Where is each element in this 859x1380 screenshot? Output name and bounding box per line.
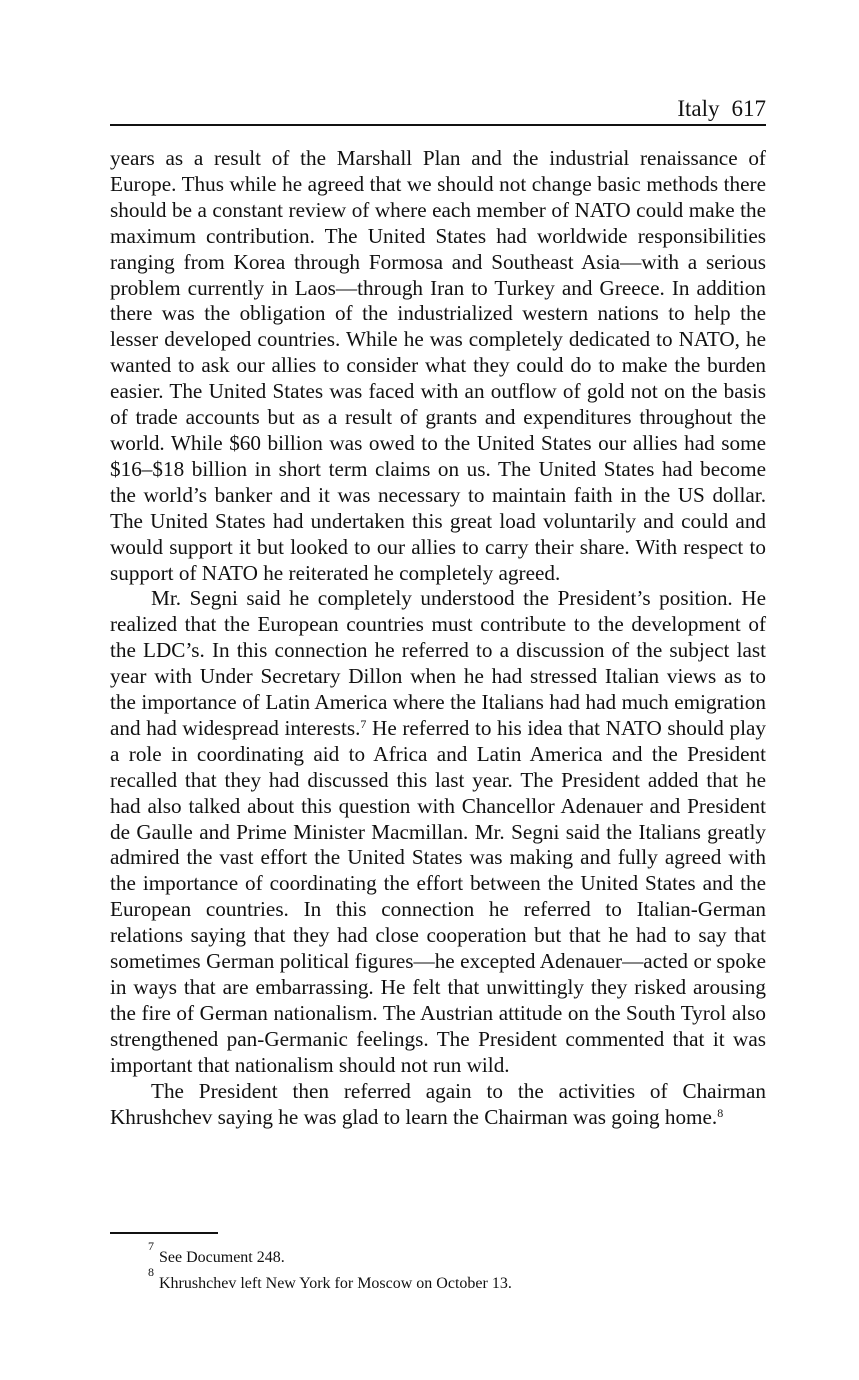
footnote-rule [110, 1232, 218, 1234]
footnotes [148, 1239, 768, 1295]
footnote-text: Khrushchev left New York for Moscow on October 13. [159, 1275, 512, 1292]
paragraph-2-part-2: He referred to his idea that NATO should play a role in coordinating aid to Africa and Latin America and the President recalled that they had discussed this last year. The President added that he had also talked about this question with Chancellor Adenauer and President de Gaulle and Prime Minister Macmillan. Mr. Segni said the Italians greatly admired the vast effort the United States was making and fully agreed with the importance of coordinating the effort between the United States and the European countries. In this connection he referred to Italian-German relations saying that they had close cooperation but that he had to say that sometimes German political figures—he excepted Adenauer—acted or spoke in ways that are embarrassing. He felt that unwittingly they risked arousing the fire of German nationalism. The Austrian attitude on the South Tyrol also strengthened pan-Germanic feelings. The President commented that it was important that nationalism should not run wild. [110, 715, 766, 1077]
paragraph-3 [110, 1079, 766, 1131]
footnote-number: 8 [148, 1265, 154, 1279]
paragraph-2-part-1: Mr. Segni said he completely understood the President’s position. He realized that the European countries must contribute to the development of the LDC’s. In this connection he referred to a discussion of the subject last year with Under Secretary Dillon when he had stressed Italian views as to the importance of Latin America where the Italians had had much emigration and had widespread interests. [110, 586, 766, 740]
header-section-title: Italy [677, 96, 720, 121]
footnote-ref-7: 7 [360, 716, 367, 731]
footnote-ref-8: 8 [717, 1105, 724, 1120]
footnote-7 [148, 1239, 768, 1267]
paragraph-3-text: The President then referred again to the activities of Chairman Khrushchev saying he was glad to learn the Chairman was going home. [110, 1078, 766, 1129]
footnote-text: See Document 248. [159, 1249, 285, 1266]
body-text [110, 146, 766, 1130]
header-rule [110, 124, 766, 126]
running-header [110, 95, 766, 123]
paragraph-2 [110, 586, 766, 1078]
paragraph-1: years as a result of the Marshall Plan and the industrial renaissance of Europe. Thus while he agreed that we should not change basic methods there should be a constant review of where each member of NATO could make the maximum contribution. The United States had worldwide responsibilities ranging from Korea through Formosa and Southeast Asia—with a serious problem currently in Laos—through Iran to Turkey and Greece. In addition there was the obligation of the industrialized western nations to help the lesser developed countries. While he was completely dedicated to NATO, he wanted to ask our allies to consider what they could do to make the burden easier. The United States was faced with an outflow of gold not on the basis of trade accounts but as a result of grants and expenditures throughout the world. While $60 billion was owed to the United States our allies had some $16–$18 billion in short term claims on us. The United States had become the world’s banker and it was necessary to maintain faith in the US dollar. The United States had undertaken this great load voluntarily and could and would support it but looked to our allies to carry their share. With respect to support of NATO he reiterated he completely agreed. [110, 146, 766, 585]
footnote-number: 7 [148, 1239, 154, 1253]
page-number: 617 [731, 96, 766, 121]
footnote-8 [148, 1265, 768, 1293]
